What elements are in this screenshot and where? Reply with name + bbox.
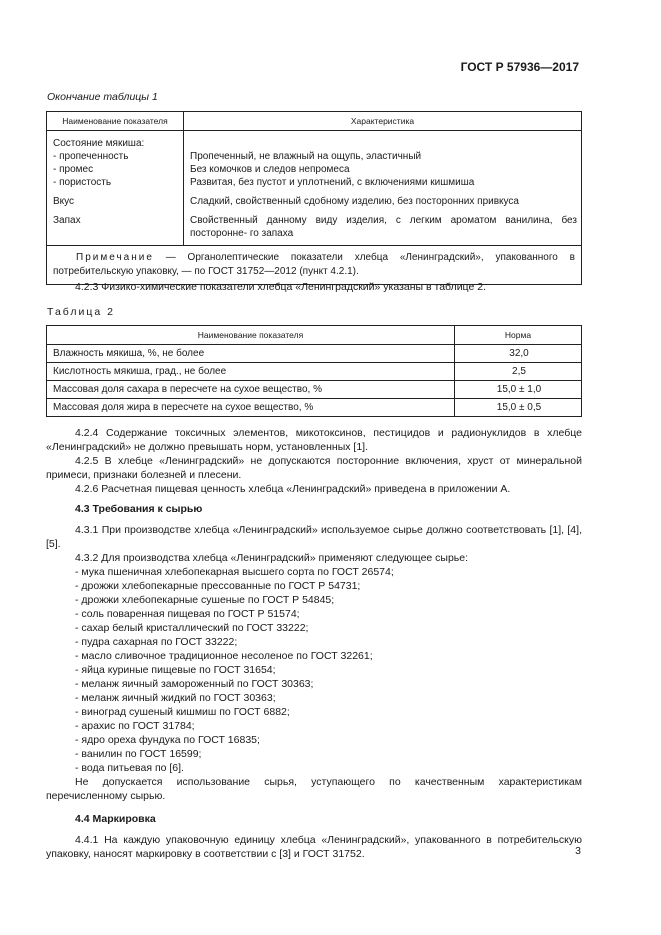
heading-4-4: 4.4 Маркировка: [75, 813, 156, 825]
list-item: - соль поваренная пищевая по ГОСТ Р 51574;: [75, 608, 300, 620]
heading-4-3: 4.3 Требования к сырью: [75, 503, 203, 515]
paragraph-4-2-5: 4.2.5 В хлебце «Ленинградский» не допускаются посторонние включения, хруст от минеральной примеси, признаки болезней и плесени.: [46, 455, 582, 481]
paragraph-not-allowed: Не допускается использование сырья, уступающего по качественным характеристикам перечисленному сырью.: [46, 776, 582, 802]
table1-row-name: Вкус: [53, 196, 75, 207]
list-item: - арахис по ГОСТ 31784;: [75, 720, 195, 732]
table1-row-name: Запах: [53, 215, 81, 226]
table2-cell-value: 2,5: [455, 363, 582, 381]
note-label: Примечание: [76, 252, 154, 263]
table1-row-value: [190, 137, 577, 150]
table1-header-row: [47, 112, 582, 131]
table-row: [47, 399, 582, 417]
table1-row-value: Развитая, без пустот и уплотнений, с включениями кишмиша: [190, 177, 475, 188]
table1-row-name: - пропеченность: [53, 151, 129, 162]
table1-row-value: Сладкий, свойственный сдобному изделию, без посторонних привкуса: [190, 196, 519, 207]
table2-caption: Таблица 2: [47, 306, 115, 318]
note-text: — Органолептические показатели хлебца «Ленинградский», упакованного в потребительскую упаковку, — по ГОСТ 31752—2012 (пункт 4.2.1).: [53, 252, 575, 277]
list-item: - яйца куриные пищевые по ГОСТ 31654;: [75, 664, 276, 676]
table2-col1-header: Наименование показателя: [47, 326, 455, 345]
list-item: - пудра сахарная по ГОСТ 33222;: [75, 636, 238, 648]
table1-row-name: - пористость: [53, 177, 112, 188]
list-item: - ядро ореха фундука по ГОСТ 16835;: [75, 734, 260, 746]
section-4-2-continued: [46, 426, 582, 496]
table1-row-name: Состояние мякиша:: [53, 138, 145, 149]
paragraph-4-4-1: 4.4.1 На каждую упаковочную единицу хлебца «Ленинградский», упакованного в потребительскую упаковку, наносят маркировку в соответствии с [3] и ГОСТ 31752.: [46, 834, 582, 860]
list-item: - виноград сушеный кишмиш по ГОСТ 6882;: [75, 706, 290, 718]
document-code: ГОСТ Р 57936—2017: [460, 60, 579, 74]
table1-caption: Окончание таблицы 1: [47, 91, 158, 103]
list-item: - вода питьевая по [6].: [75, 762, 184, 774]
table-row: [47, 363, 582, 381]
table2-cell-name: Массовая доля сахара в пересчете на сухое вещество, %: [47, 381, 455, 399]
list-item: - мука пшеничная хлебопекарная высшего сорта по ГОСТ 26574;: [75, 566, 394, 578]
table1-values-cell: [184, 131, 582, 246]
table2: [46, 325, 582, 417]
table1-row: [47, 131, 582, 246]
table1-row-value: Свойственный данному виду изделия, с легким ароматом ванилина, без посторонне- го запаха: [190, 215, 577, 239]
table1-col2-header: Характеристика: [184, 112, 582, 131]
raw-materials-list: [46, 565, 582, 775]
list-item: - меланж яичный замороженный по ГОСТ 30363;: [75, 678, 314, 690]
list-item: - масло сливочное традиционное несоленое по ГОСТ 32261;: [75, 650, 373, 662]
list-item: - дрожжи хлебопекарные сушеные по ГОСТ Р 54845;: [75, 594, 335, 606]
table1-names-cell: [47, 131, 184, 246]
list-item: - дрожжи хлебопекарные прессованные по ГОСТ Р 54731;: [75, 580, 361, 592]
paragraph-4-2-4: 4.2.4 Содержание токсичных элементов, микотоксинов, пестицидов и радионуклидов в хлебце «Ленинградский» не должно превышать норм, установленных [1].: [46, 427, 582, 453]
paragraph-4-2-6: 4.2.6 Расчетная пищевая ценность хлебца «Ленинградский» приведена в приложении А.: [75, 483, 511, 495]
table1-col1-header: Наименование показателя: [47, 112, 184, 131]
page-number: 3: [575, 845, 581, 857]
table2-cell-name: Массовая доля жира в пересчете на сухое вещество, %: [47, 399, 455, 417]
table1-row-value: Пропеченный, не влажный на ощупь, эластичный: [190, 151, 422, 162]
table1-row-name: - промес: [53, 164, 94, 175]
section-4-3: [46, 502, 582, 861]
table1-row-value: Без комочков и следов непромеса: [190, 164, 350, 175]
list-item: - меланж яичный жидкий по ГОСТ 30363;: [75, 692, 276, 704]
paragraph-4-3-1: 4.3.1 При производстве хлебца «Ленинградский» используемое сырье должно соответствовать [1], [4], [5].: [46, 524, 582, 550]
table1-note: [47, 246, 582, 285]
table2-col2-header: Норма: [455, 326, 582, 345]
table-row: [47, 381, 582, 399]
table-row: [47, 345, 582, 363]
table1-note-row: [47, 246, 582, 285]
table2-cell-name: Кислотность мякиша, град., не более: [47, 363, 455, 381]
table2-cell-value: 15,0 ± 0,5: [455, 399, 582, 417]
table1: [46, 111, 582, 285]
table2-cell-value: 15,0 ± 1,0: [455, 381, 582, 399]
table2-cell-name: Влажность мякиша, %, не более: [47, 345, 455, 363]
paragraph-4-3-2: 4.3.2 Для производства хлебца «Ленинградский» применяют следующее сырье:: [75, 552, 469, 564]
table2-header-row: [47, 326, 582, 345]
table2-cell-value: 32,0: [455, 345, 582, 363]
list-item: - сахар белый кристаллический по ГОСТ 33222;: [75, 622, 309, 634]
list-item: - ванилин по ГОСТ 16599;: [75, 748, 202, 760]
paragraph-4-2-3: 4.2.3 Физико-химические показатели хлебца «Ленинградский» указаны в таблице 2.: [75, 281, 486, 293]
